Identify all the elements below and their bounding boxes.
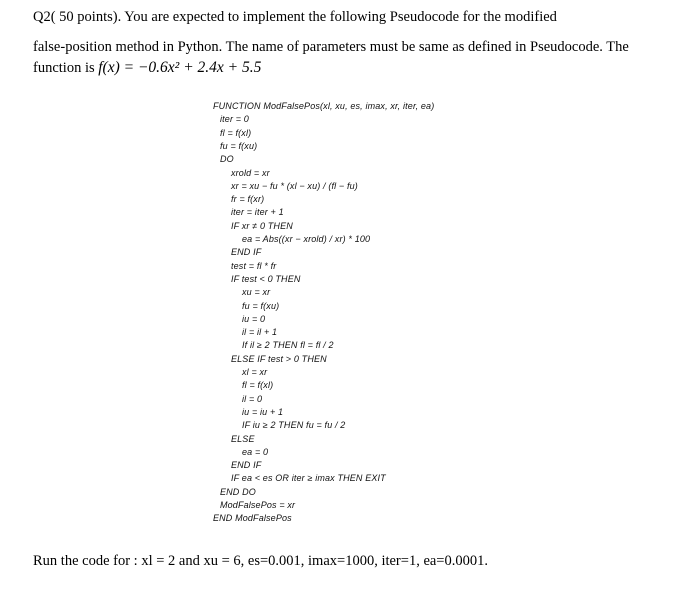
pseudocode-line: END IF xyxy=(231,247,262,258)
pseudocode-line: il = il + 1 xyxy=(242,327,278,338)
pseudocode-line: il = 0 xyxy=(242,393,263,404)
pseudocode-line: xr = xu − fu * (xl − xu) / (fl − fu) xyxy=(231,180,358,191)
pseudocode-line: IF test < 0 THEN xyxy=(231,273,301,284)
pseudocode-line: FUNCTION ModFalsePos(xl, xu, es, imax, xr, iter, ea) xyxy=(213,101,435,111)
pseudocode-line: fl = f(xl) xyxy=(220,127,252,138)
pseudocode-line: ea = 0 xyxy=(242,446,269,457)
function-intro: function is xyxy=(33,60,99,76)
pseudocode-line: fu = f(xu) xyxy=(242,300,280,311)
pseudocode-line: ea = Abs((xr − xrold) / xr) * 100 xyxy=(242,234,371,244)
pseudocode-line: END DO xyxy=(220,486,256,497)
pseudocode-line: fl = f(xl) xyxy=(242,380,274,391)
pseudocode-line: xu = xr xyxy=(242,287,271,298)
pseudocode-line: test = fl * fr xyxy=(231,260,277,271)
pseudocode-line: iter = 0 xyxy=(220,114,249,125)
pseudocode-line: xrold = xr xyxy=(231,167,270,178)
pseudocode-line: If il ≥ 2 THEN fl = fl / 2 xyxy=(242,340,334,351)
pseudocode-line: END IF xyxy=(231,460,262,471)
pseudocode-line: iu = iu + 1 xyxy=(242,406,284,417)
run-instruction: Run the code for : xl = 2 and xu = 6, es=0.001, imax=1000, iter=1, ea=0.0001. xyxy=(33,553,488,569)
pseudocode-line: ELSE xyxy=(231,433,255,444)
question-line-2: false-position method in Python. The name of parameters must be same as defined in Pseudocode. The xyxy=(33,39,629,55)
pseudocode-line: ELSE IF test > 0 THEN xyxy=(231,353,327,364)
pseudocode-line: iu = 0 xyxy=(242,313,266,324)
pseudocode-line: IF ea < es OR iter ≥ imax THEN EXIT xyxy=(231,473,386,484)
pseudocode-line: IF xr ≠ 0 THEN xyxy=(231,220,293,231)
pseudocode-line: iter = iter + 1 xyxy=(231,207,284,218)
pseudocode-line: END ModFalsePos xyxy=(213,513,292,524)
pseudocode-line: xl = xr xyxy=(242,367,268,377)
pseudocode-line: fu = f(xu) xyxy=(220,140,258,151)
function-expression: f(x) = −0.6x² + 2.4x + 5.5 xyxy=(98,59,262,76)
pseudocode-line: ModFalsePos = xr xyxy=(220,500,296,510)
pseudocode-line: DO xyxy=(220,154,234,165)
question-line-1: Q2( 50 points). You are expected to implement the following Pseudocode for the modified xyxy=(33,9,557,25)
pseudocode-line: fr = f(xr) xyxy=(231,194,265,205)
pseudocode-line: IF iu ≥ 2 THEN fu = fu / 2 xyxy=(242,420,346,431)
